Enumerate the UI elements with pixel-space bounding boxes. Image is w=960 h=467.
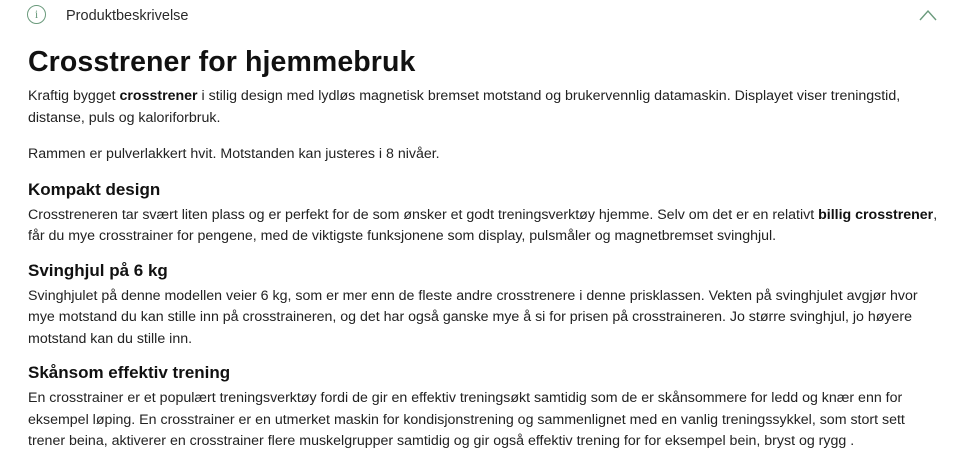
intro-text-end: i stilig design med lydløs magnetisk bremset motstand og brukervennlig datamaskin. Displayet viser treningstid, distanse, puls og kaloriforbruk. — [28, 88, 901, 126]
intro-paragraph — [28, 86, 940, 129]
product-title: Crosstrener for hjemmebruk — [28, 46, 416, 78]
info-icon: i — [27, 5, 46, 24]
compact-keyword: billig crosstrener — [818, 206, 934, 223]
section-text-gentle-training: En crosstrainer er et populært treningsverktøy fordi de gir en effektiv treningsøkt samtidig som de er skånsommere for ledd og knær enn for eksempel løping. En crosstrainer er en utmerket maskin for kondisjonstrening og sammenlignet med en vanlig treningssykkel, som stort sett trener beina, aktiverer en crosstrainer flere muskelgrupper samtidig og gir også effektiv trening for for eksempel bein, bryst og rygg . — [28, 390, 905, 449]
chevron-up-icon[interactable] — [918, 8, 938, 22]
section-heading-flywheel: Svinghjul på 6 kg — [28, 260, 168, 280]
frame-paragraph: Rammen er pulverlakkert hvit. Motstanden kan justeres i 8 nivåer. — [28, 146, 440, 162]
accordion-header[interactable] — [0, 0, 960, 32]
intro-keyword: crosstrener — [119, 88, 198, 104]
section-heading-compact-design: Kompakt design — [28, 179, 161, 199]
compact-text-start: Crosstreneren tar svært liten plass og er perfekt for de som ønsker et godt treningsverktøy hjemme. Selv om det er en relativt — [28, 206, 819, 223]
accordion-title[interactable]: Produktbeskrivelse — [66, 8, 189, 24]
compact-text-end: , får du mye crosstrainer for pengene, med de viktigste funksjonene som display, pulsmåler og magnetbremset svinghjul. — [28, 206, 938, 244]
section-text-flywheel: Svinghjulet på denne modellen veier 6 kg, som er mer enn de fleste andre crosstrenere i denne prisklassen. Vekten på svinghjulet avgjør hvor mye motstand du kan stille inn på crosstraineren, og det har også ganske mye å si for prisen på crosstraineren. Jo større svinghjul, jo høyere motstand kan du stille inn. — [28, 287, 918, 347]
intro-text-start: Kraftig bygget — [28, 88, 120, 104]
section-text-compact-design — [28, 205, 940, 248]
product-description — [28, 44, 940, 453]
section-heading-gentle-training: Skånsom effektiv trening — [28, 363, 231, 382]
